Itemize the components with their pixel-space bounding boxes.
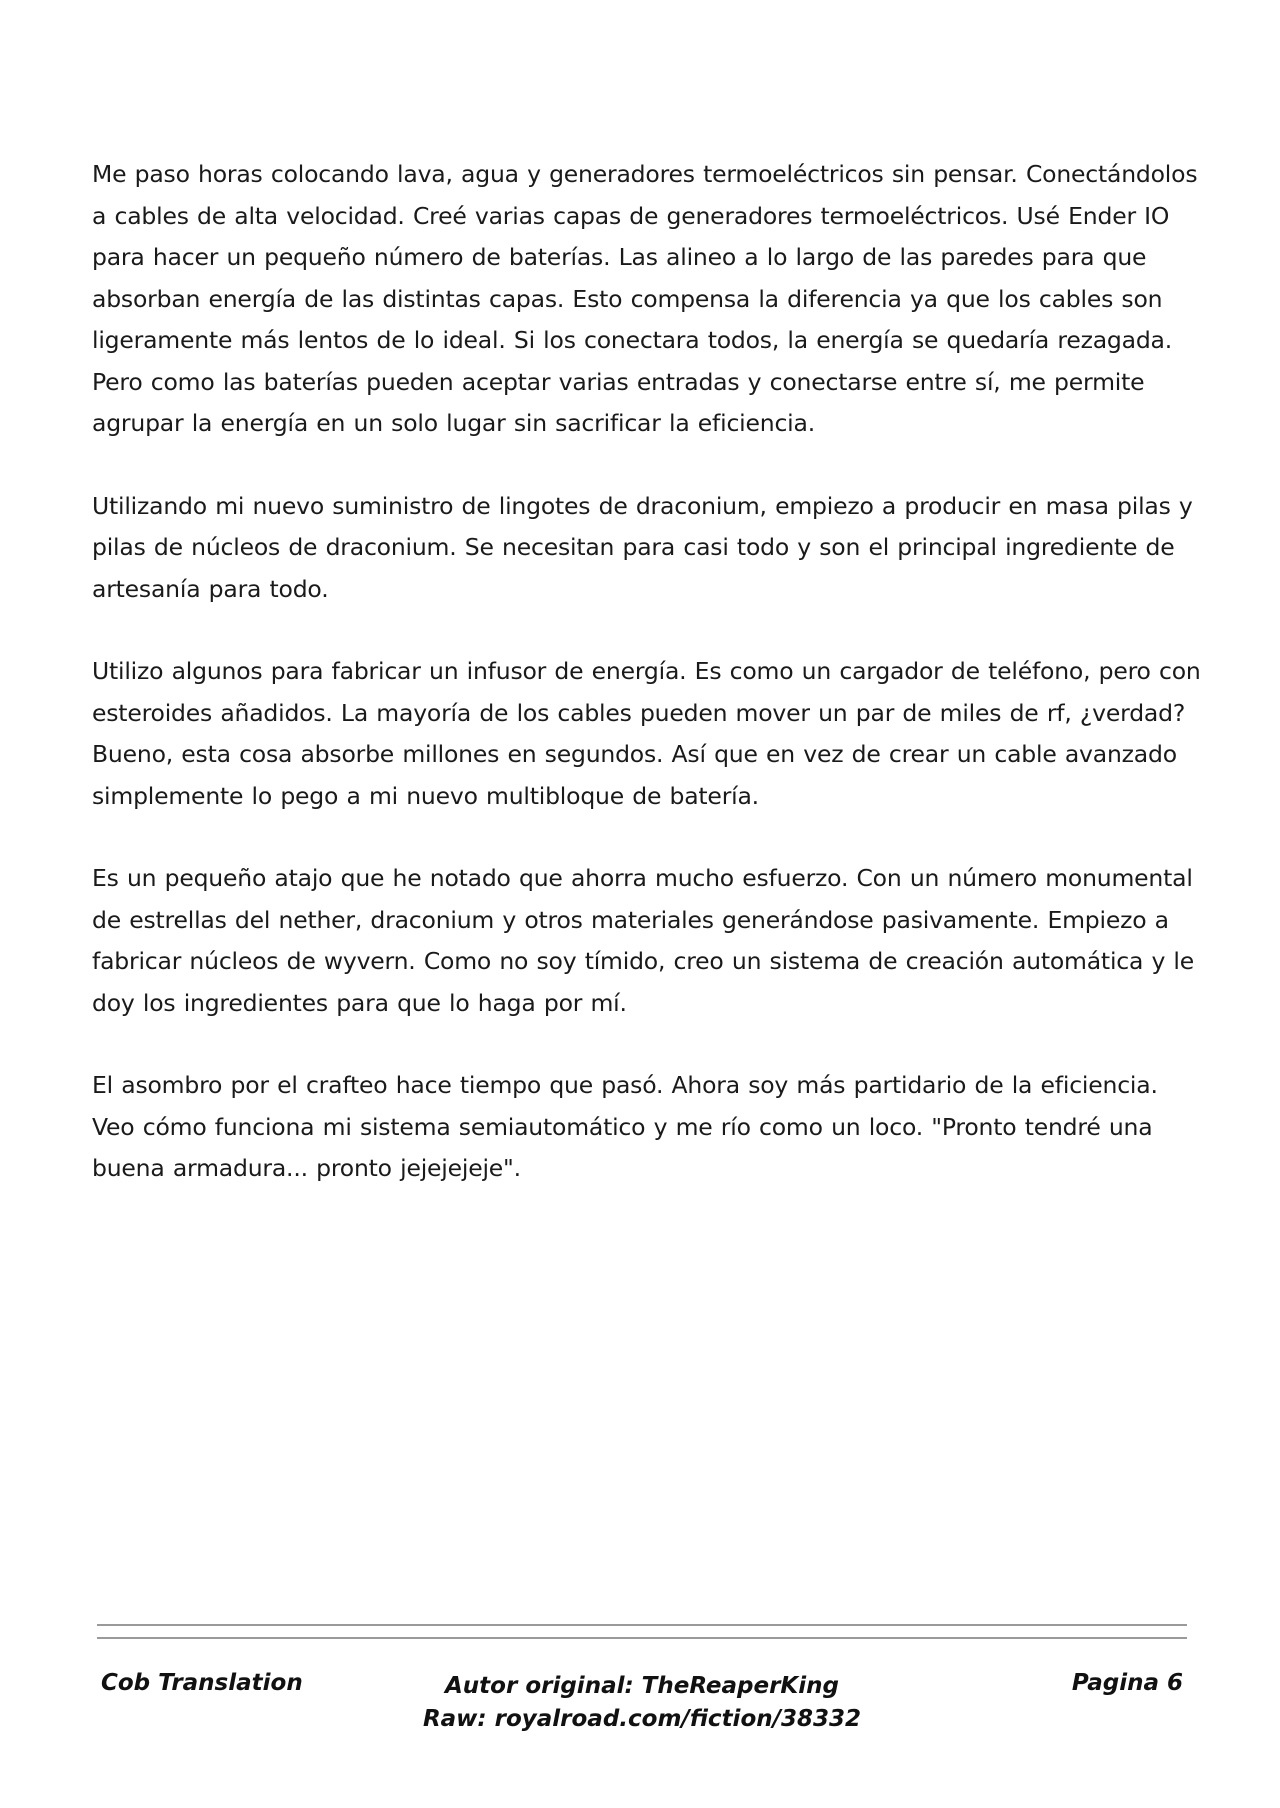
footer-raw-source: Raw: royalroad.com/fiction/38332 — [422, 1706, 862, 1732]
body-text — [92, 154, 1202, 1231]
paragraph-1: Me paso horas colocando lava, agua y generadores termoeléctricos sin pensar. Conectándolos a cables de alta velocidad. Creé varias capas de generadores termoeléctricos. Usé Ender IO para hacer un pequeño número de baterías. Las alineo a lo largo de las paredes para que absorban energía de las distintas capas. Esto compensa la diferencia ya que los cables son ligeramente más lentos de lo ideal. Si los conectara todos, la energía se quedaría rezagada. Pero como las baterías pueden aceptar varias entradas y conectarse entre sí, me permite agrupar la energía en un solo lugar sin sacrificar la eficiencia. — [92, 160, 1198, 437]
footer-divider-bottom — [97, 1637, 1187, 1639]
footer-original-author: Autor original: TheReaperKing — [445, 1673, 839, 1699]
footer-translator: Cob Translation — [101, 1670, 303, 1696]
footer-page-number: Pagina 6 — [1071, 1670, 1183, 1696]
footer-divider-top — [97, 1624, 1187, 1626]
paragraph-3: Utilizo algunos para fabricar un infusor de energía. Es como un cargador de teléfono, pero con esteroides añadidos. La mayoría de los cables pueden mover un par de miles de rf, ¿verdad? Bueno, esta cosa absorbe millones en segundos. Así que en vez de crear un cable avanzado simplemente lo pego a mi nuevo multibloque de batería. — [92, 657, 1201, 810]
paragraph-5: El asombro por el crafteo hace tiempo que pasó. Ahora soy más partidario de la eficiencia. Veo cómo funciona mi sistema semiautomático y me río como un loco. "Pronto tendré una buena armadura... pronto jejejejeje". — [92, 1071, 1158, 1182]
footer-credits — [97, 1670, 1187, 1736]
paragraph-2: Utilizando mi nuevo suministro de lingotes de draconium, empiezo a producir en masa pilas y pilas de núcleos de draconium. Se necesitan para casi todo y son el principal ingrediente de artesanía para todo. — [92, 491, 1193, 603]
page-footer — [97, 1670, 1187, 1750]
paragraph-4: Es un pequeño atajo que he notado que ahorra mucho esfuerzo. Con un número monumental de estrellas del nether, draconium y otros materiales generándose pasivamente. Empiezo a fabricar núcleos de wyvern. Como no soy tímido, creo un sistema de creación automática y le doy los ingredientes para que lo haga por mí. — [92, 864, 1195, 1017]
